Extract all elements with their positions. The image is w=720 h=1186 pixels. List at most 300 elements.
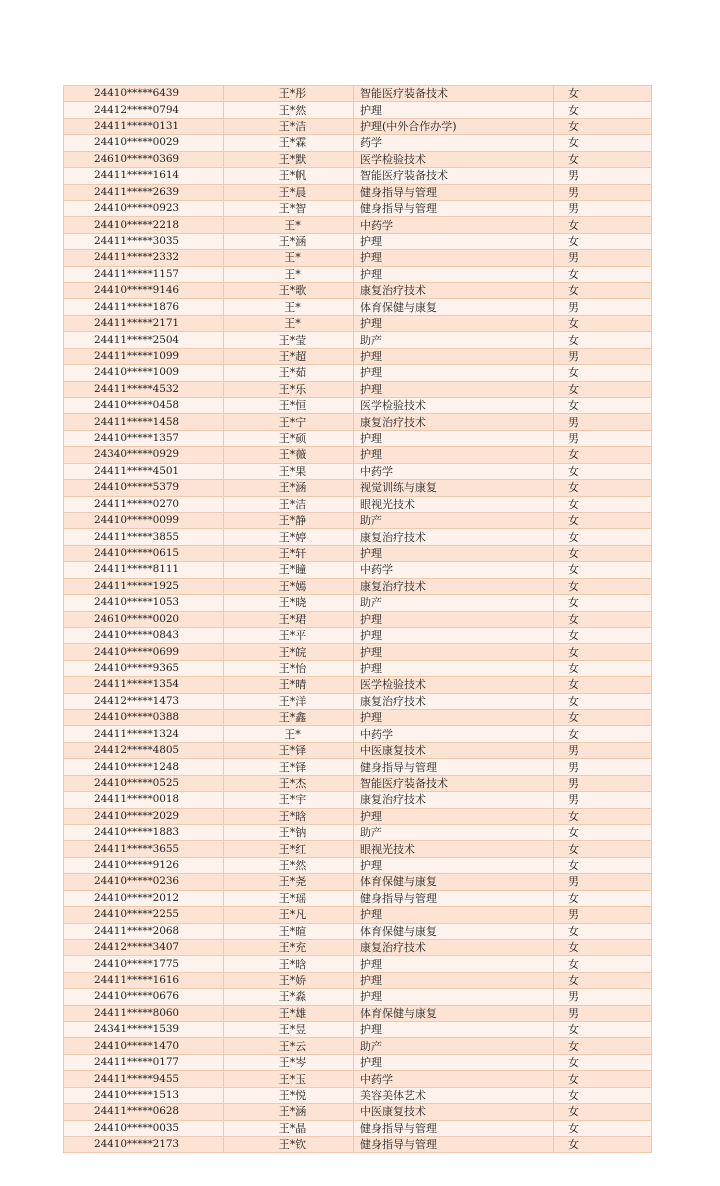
major-cell: 护理 <box>354 857 554 873</box>
gender-cell: 女 <box>554 217 652 233</box>
major-cell: 中医康复技术 <box>354 1104 554 1120</box>
table-row <box>64 414 652 430</box>
student-id-cell: 24411*****3855 <box>64 529 224 545</box>
student-name-cell: 王*淼 <box>224 989 354 1005</box>
student-id-cell: 24410*****9146 <box>64 283 224 299</box>
student-name-cell: 王*玉 <box>224 1071 354 1087</box>
major-cell: 体育保健与康复 <box>354 1005 554 1021</box>
student-name-cell: 王*晶 <box>224 1120 354 1136</box>
student-id-cell: 24410*****5379 <box>64 480 224 496</box>
major-cell: 护理 <box>354 1054 554 1070</box>
major-cell: 护理 <box>354 989 554 1005</box>
student-name-cell: 王*悦 <box>224 1087 354 1103</box>
table-row <box>64 939 652 955</box>
student-id-cell: 24410*****1357 <box>64 430 224 446</box>
table-row <box>64 907 652 923</box>
student-name-cell: 王*晓 <box>224 595 354 611</box>
table-row <box>64 512 652 528</box>
student-name-cell: 王*涵 <box>224 1104 354 1120</box>
gender-cell: 男 <box>554 1005 652 1021</box>
gender-cell: 女 <box>554 102 652 118</box>
major-cell: 健身指导与管理 <box>354 890 554 906</box>
student-name-cell: 王*薇 <box>224 447 354 463</box>
student-id-cell: 24410*****1053 <box>64 595 224 611</box>
gender-cell: 女 <box>554 1120 652 1136</box>
gender-cell: 女 <box>554 447 652 463</box>
table-row <box>64 250 652 266</box>
gender-cell: 女 <box>554 660 652 676</box>
table-row <box>64 890 652 906</box>
student-name-cell: 王*歌 <box>224 283 354 299</box>
student-id-cell: 24410*****0236 <box>64 874 224 890</box>
major-cell: 药学 <box>354 135 554 151</box>
table-row <box>64 972 652 988</box>
student-id-cell: 24411*****1324 <box>64 726 224 742</box>
table-row <box>64 1071 652 1087</box>
student-id-cell: 24411*****1099 <box>64 348 224 364</box>
student-id-cell: 24410*****0458 <box>64 398 224 414</box>
table-row <box>64 430 652 446</box>
major-cell: 体育保健与康复 <box>354 923 554 939</box>
student-id-cell: 24410*****2029 <box>64 808 224 824</box>
table-row <box>64 480 652 496</box>
table-row <box>64 1038 652 1054</box>
gender-cell: 女 <box>554 529 652 545</box>
table-row <box>64 677 652 693</box>
table-row <box>64 857 652 873</box>
student-name-cell: 王*硕 <box>224 430 354 446</box>
table-row <box>64 545 652 561</box>
student-name-cell: 王*岑 <box>224 1054 354 1070</box>
gender-cell: 女 <box>554 808 652 824</box>
student-id-cell: 24411*****0131 <box>64 118 224 134</box>
gender-cell: 女 <box>554 857 652 873</box>
student-name-cell: 王*雄 <box>224 1005 354 1021</box>
gender-cell: 男 <box>554 907 652 923</box>
major-cell: 护理 <box>354 710 554 726</box>
student-id-cell: 24411*****9455 <box>64 1071 224 1087</box>
table-row <box>64 529 652 545</box>
gender-cell: 女 <box>554 923 652 939</box>
student-id-cell: 24410*****1009 <box>64 365 224 381</box>
table-row <box>64 710 652 726</box>
student-id-cell: 24410*****1775 <box>64 956 224 972</box>
gender-cell: 女 <box>554 398 652 414</box>
major-cell: 康复治疗技术 <box>354 578 554 594</box>
gender-cell: 男 <box>554 348 652 364</box>
student-name-cell: 王* <box>224 266 354 282</box>
student-id-cell: 24610*****0020 <box>64 611 224 627</box>
student-name-cell: 王*钦 <box>224 1137 354 1153</box>
student-name-cell: 王*平 <box>224 627 354 643</box>
student-id-cell: 24411*****3035 <box>64 233 224 249</box>
major-cell: 助产 <box>354 595 554 611</box>
major-cell: 智能医疗装备技术 <box>354 168 554 184</box>
gender-cell: 男 <box>554 430 652 446</box>
student-name-cell: 王*珺 <box>224 611 354 627</box>
student-name-cell: 王*宇 <box>224 792 354 808</box>
student-id-cell: 24411*****0177 <box>64 1054 224 1070</box>
gender-cell: 女 <box>554 86 652 102</box>
table-row <box>64 874 652 890</box>
major-cell: 护理 <box>354 1022 554 1038</box>
student-name-cell: 王*昱 <box>224 1022 354 1038</box>
student-name-cell: 王* <box>224 315 354 331</box>
table-row <box>64 1137 652 1153</box>
student-name-cell: 王*果 <box>224 463 354 479</box>
major-cell: 助产 <box>354 332 554 348</box>
table-row <box>64 693 652 709</box>
gender-cell: 女 <box>554 1022 652 1038</box>
table-row <box>64 775 652 791</box>
gender-cell: 女 <box>554 595 652 611</box>
major-cell: 健身指导与管理 <box>354 184 554 200</box>
student-id-cell: 24411*****1925 <box>64 578 224 594</box>
table-row <box>64 200 652 216</box>
table-row <box>64 348 652 364</box>
student-id-cell: 24412*****4805 <box>64 742 224 758</box>
student-name-cell: 王*红 <box>224 841 354 857</box>
table-row <box>64 562 652 578</box>
table-row <box>64 956 652 972</box>
table-row <box>64 496 652 512</box>
student-name-cell: 王*帆 <box>224 168 354 184</box>
student-name-cell: 王*铎 <box>224 742 354 758</box>
student-id-cell: 24410*****2012 <box>64 890 224 906</box>
student-id-cell: 24410*****0388 <box>64 710 224 726</box>
table-row <box>64 365 652 381</box>
table-row <box>64 332 652 348</box>
table-row <box>64 1022 652 1038</box>
gender-cell: 女 <box>554 1071 652 1087</box>
student-id-cell: 24410*****2218 <box>64 217 224 233</box>
major-cell: 康复治疗技术 <box>354 414 554 430</box>
student-id-cell: 24410*****1470 <box>64 1038 224 1054</box>
major-cell: 助产 <box>354 512 554 528</box>
student-table <box>63 85 652 1153</box>
gender-cell: 女 <box>554 381 652 397</box>
table-row <box>64 841 652 857</box>
major-cell: 视觉训练与康复 <box>354 480 554 496</box>
table-row <box>64 398 652 414</box>
major-cell: 护理 <box>354 266 554 282</box>
table-row <box>64 283 652 299</box>
gender-cell: 女 <box>554 463 652 479</box>
student-name-cell: 王*智 <box>224 200 354 216</box>
table-row <box>64 1087 652 1103</box>
student-name-cell: 王*洁 <box>224 118 354 134</box>
gender-cell: 女 <box>554 332 652 348</box>
gender-cell: 男 <box>554 200 652 216</box>
student-name-cell: 王*皖 <box>224 644 354 660</box>
student-name-cell: 王*云 <box>224 1038 354 1054</box>
major-cell: 医学检验技术 <box>354 151 554 167</box>
major-cell: 助产 <box>354 1038 554 1054</box>
student-id-cell: 24411*****2171 <box>64 315 224 331</box>
student-id-cell: 24411*****1614 <box>64 168 224 184</box>
table-row <box>64 726 652 742</box>
table-row <box>64 233 652 249</box>
student-id-cell: 24411*****0018 <box>64 792 224 808</box>
gender-cell: 女 <box>554 365 652 381</box>
student-name-cell: 王*钠 <box>224 824 354 840</box>
student-id-cell: 24411*****4532 <box>64 381 224 397</box>
gender-cell: 女 <box>554 1054 652 1070</box>
table-row <box>64 989 652 1005</box>
table-row <box>64 1104 652 1120</box>
student-id-cell: 24410*****1513 <box>64 1087 224 1103</box>
major-cell: 健身指导与管理 <box>354 759 554 775</box>
gender-cell: 女 <box>554 135 652 151</box>
gender-cell: 女 <box>554 939 652 955</box>
student-id-cell: 24411*****1616 <box>64 972 224 988</box>
major-cell: 护理 <box>354 956 554 972</box>
gender-cell: 男 <box>554 989 652 1005</box>
major-cell: 护理 <box>354 348 554 364</box>
student-name-cell: 王*充 <box>224 939 354 955</box>
student-name-cell: 王*杰 <box>224 775 354 791</box>
table-row <box>64 923 652 939</box>
student-name-cell: 王*超 <box>224 348 354 364</box>
major-cell: 康复治疗技术 <box>354 939 554 955</box>
major-cell: 健身指导与管理 <box>354 1120 554 1136</box>
student-name-cell: 王*莹 <box>224 332 354 348</box>
gender-cell: 女 <box>554 266 652 282</box>
student-id-cell: 24412*****0794 <box>64 102 224 118</box>
gender-cell: 女 <box>554 118 652 134</box>
major-cell: 美容美体艺术 <box>354 1087 554 1103</box>
student-name-cell: 王*婷 <box>224 529 354 545</box>
gender-cell: 男 <box>554 742 652 758</box>
major-cell: 眼视光技术 <box>354 496 554 512</box>
student-name-cell: 王*铎 <box>224 759 354 775</box>
table-row <box>64 742 652 758</box>
student-id-cell: 24410*****2255 <box>64 907 224 923</box>
student-name-cell: 王*晨 <box>224 184 354 200</box>
major-cell: 护理 <box>354 250 554 266</box>
student-id-cell: 24410*****0615 <box>64 545 224 561</box>
gender-cell: 女 <box>554 562 652 578</box>
major-cell: 医学检验技术 <box>354 398 554 414</box>
major-cell: 健身指导与管理 <box>354 200 554 216</box>
gender-cell: 女 <box>554 841 652 857</box>
table-row <box>64 578 652 594</box>
gender-cell: 女 <box>554 151 652 167</box>
table-row <box>64 792 652 808</box>
major-cell: 护理 <box>354 381 554 397</box>
major-cell: 健身指导与管理 <box>354 1137 554 1153</box>
gender-cell: 女 <box>554 611 652 627</box>
gender-cell: 女 <box>554 972 652 988</box>
table-row <box>64 1120 652 1136</box>
major-cell: 助产 <box>354 824 554 840</box>
major-cell: 体育保健与康复 <box>354 299 554 315</box>
student-name-cell: 王*洁 <box>224 496 354 512</box>
student-name-cell: 王*晗 <box>224 808 354 824</box>
gender-cell: 女 <box>554 726 652 742</box>
gender-cell: 男 <box>554 299 652 315</box>
student-name-cell: 王* <box>224 217 354 233</box>
student-id-cell: 24411*****1876 <box>64 299 224 315</box>
table-row <box>64 808 652 824</box>
student-id-cell: 24411*****1354 <box>64 677 224 693</box>
major-cell: 中药学 <box>354 726 554 742</box>
table-row <box>64 463 652 479</box>
major-cell: 中药学 <box>354 217 554 233</box>
table-row <box>64 824 652 840</box>
major-cell: 康复治疗技术 <box>354 693 554 709</box>
student-id-cell: 24411*****8111 <box>64 562 224 578</box>
student-name-cell: 王*乐 <box>224 381 354 397</box>
table-row <box>64 299 652 315</box>
table-row <box>64 644 652 660</box>
table-row <box>64 627 652 643</box>
student-name-cell: 王*轩 <box>224 545 354 561</box>
student-name-cell: 王*凡 <box>224 907 354 923</box>
gender-cell: 女 <box>554 1104 652 1120</box>
student-id-cell: 24341*****1539 <box>64 1022 224 1038</box>
major-cell: 护理 <box>354 808 554 824</box>
major-cell: 护理 <box>354 660 554 676</box>
table-row <box>64 184 652 200</box>
student-name-cell: 王*恒 <box>224 398 354 414</box>
gender-cell: 女 <box>554 677 652 693</box>
table-row <box>64 759 652 775</box>
major-cell: 康复治疗技术 <box>354 529 554 545</box>
student-id-cell: 24340*****0929 <box>64 447 224 463</box>
student-name-cell: 王*瞳 <box>224 562 354 578</box>
student-id-cell: 24410*****0029 <box>64 135 224 151</box>
major-cell: 护理 <box>354 972 554 988</box>
student-name-cell: 王*宁 <box>224 414 354 430</box>
gender-cell: 女 <box>554 693 652 709</box>
major-cell: 智能医疗装备技术 <box>354 86 554 102</box>
gender-cell: 女 <box>554 512 652 528</box>
student-name-cell: 王*彤 <box>224 86 354 102</box>
gender-cell: 女 <box>554 545 652 561</box>
gender-cell: 女 <box>554 283 652 299</box>
gender-cell: 女 <box>554 644 652 660</box>
gender-cell: 男 <box>554 874 652 890</box>
student-name-cell: 王* <box>224 299 354 315</box>
major-cell: 眼视光技术 <box>354 841 554 857</box>
gender-cell: 女 <box>554 627 652 643</box>
student-id-cell: 24410*****0699 <box>64 644 224 660</box>
student-id-cell: 24410*****0923 <box>64 200 224 216</box>
student-name-cell: 王*涵 <box>224 233 354 249</box>
student-table-body <box>64 86 652 1153</box>
table-row <box>64 102 652 118</box>
student-id-cell: 24411*****2504 <box>64 332 224 348</box>
major-cell: 中药学 <box>354 1071 554 1087</box>
major-cell: 护理 <box>354 315 554 331</box>
student-id-cell: 24411*****8060 <box>64 1005 224 1021</box>
student-id-cell: 24412*****1473 <box>64 693 224 709</box>
student-id-cell: 24410*****1248 <box>64 759 224 775</box>
gender-cell: 男 <box>554 184 652 200</box>
student-id-cell: 24411*****3655 <box>64 841 224 857</box>
gender-cell: 男 <box>554 792 652 808</box>
gender-cell: 女 <box>554 233 652 249</box>
student-id-cell: 24410*****0843 <box>64 627 224 643</box>
table-row <box>64 86 652 102</box>
student-id-cell: 24411*****0270 <box>64 496 224 512</box>
gender-cell: 男 <box>554 168 652 184</box>
major-cell: 医学检验技术 <box>354 677 554 693</box>
student-name-cell: 王*默 <box>224 151 354 167</box>
student-id-cell: 24610*****0369 <box>64 151 224 167</box>
table-row <box>64 1054 652 1070</box>
gender-cell: 男 <box>554 250 652 266</box>
student-name-cell: 王*暄 <box>224 923 354 939</box>
student-name-cell: 王*晗 <box>224 956 354 972</box>
gender-cell: 女 <box>554 890 652 906</box>
major-cell: 护理 <box>354 233 554 249</box>
gender-cell: 女 <box>554 824 652 840</box>
student-id-cell: 24411*****0628 <box>64 1104 224 1120</box>
major-cell: 护理(中外合作办学) <box>354 118 554 134</box>
major-cell: 护理 <box>354 430 554 446</box>
major-cell: 护理 <box>354 627 554 643</box>
table-row <box>64 315 652 331</box>
student-name-cell: 王*晴 <box>224 677 354 693</box>
student-name-cell: 王*鑫 <box>224 710 354 726</box>
student-id-cell: 24410*****0099 <box>64 512 224 528</box>
major-cell: 护理 <box>354 907 554 923</box>
student-id-cell: 24411*****2068 <box>64 923 224 939</box>
table-row <box>64 595 652 611</box>
gender-cell: 女 <box>554 496 652 512</box>
table-row <box>64 381 652 397</box>
major-cell: 护理 <box>354 611 554 627</box>
student-id-cell: 24411*****4501 <box>64 463 224 479</box>
gender-cell: 女 <box>554 710 652 726</box>
student-id-cell: 24410*****9126 <box>64 857 224 873</box>
student-id-cell: 24411*****2639 <box>64 184 224 200</box>
student-name-cell: 王*静 <box>224 512 354 528</box>
table-row <box>64 266 652 282</box>
student-name-cell: 王* <box>224 250 354 266</box>
gender-cell: 女 <box>554 480 652 496</box>
student-id-cell: 24411*****1157 <box>64 266 224 282</box>
table-row <box>64 611 652 627</box>
student-id-cell: 24410*****0676 <box>64 989 224 1005</box>
gender-cell: 男 <box>554 414 652 430</box>
gender-cell: 女 <box>554 1087 652 1103</box>
table-row <box>64 151 652 167</box>
student-name-cell: 王*瑶 <box>224 890 354 906</box>
major-cell: 体育保健与康复 <box>354 874 554 890</box>
gender-cell: 男 <box>554 775 652 791</box>
major-cell: 护理 <box>354 447 554 463</box>
gender-cell: 男 <box>554 759 652 775</box>
student-name-cell: 王*娇 <box>224 972 354 988</box>
student-id-cell: 24410*****9365 <box>64 660 224 676</box>
major-cell: 护理 <box>354 365 554 381</box>
student-id-cell: 24411*****1458 <box>64 414 224 430</box>
student-id-cell: 24410*****0035 <box>64 1120 224 1136</box>
table-row <box>64 1005 652 1021</box>
table-row <box>64 660 652 676</box>
major-cell: 中药学 <box>354 562 554 578</box>
student-name-cell: 王*然 <box>224 857 354 873</box>
major-cell: 护理 <box>354 545 554 561</box>
gender-cell: 女 <box>554 1137 652 1153</box>
gender-cell: 女 <box>554 315 652 331</box>
student-id-cell: 24412*****3407 <box>64 939 224 955</box>
student-name-cell: 王*然 <box>224 102 354 118</box>
major-cell: 智能医疗装备技术 <box>354 775 554 791</box>
